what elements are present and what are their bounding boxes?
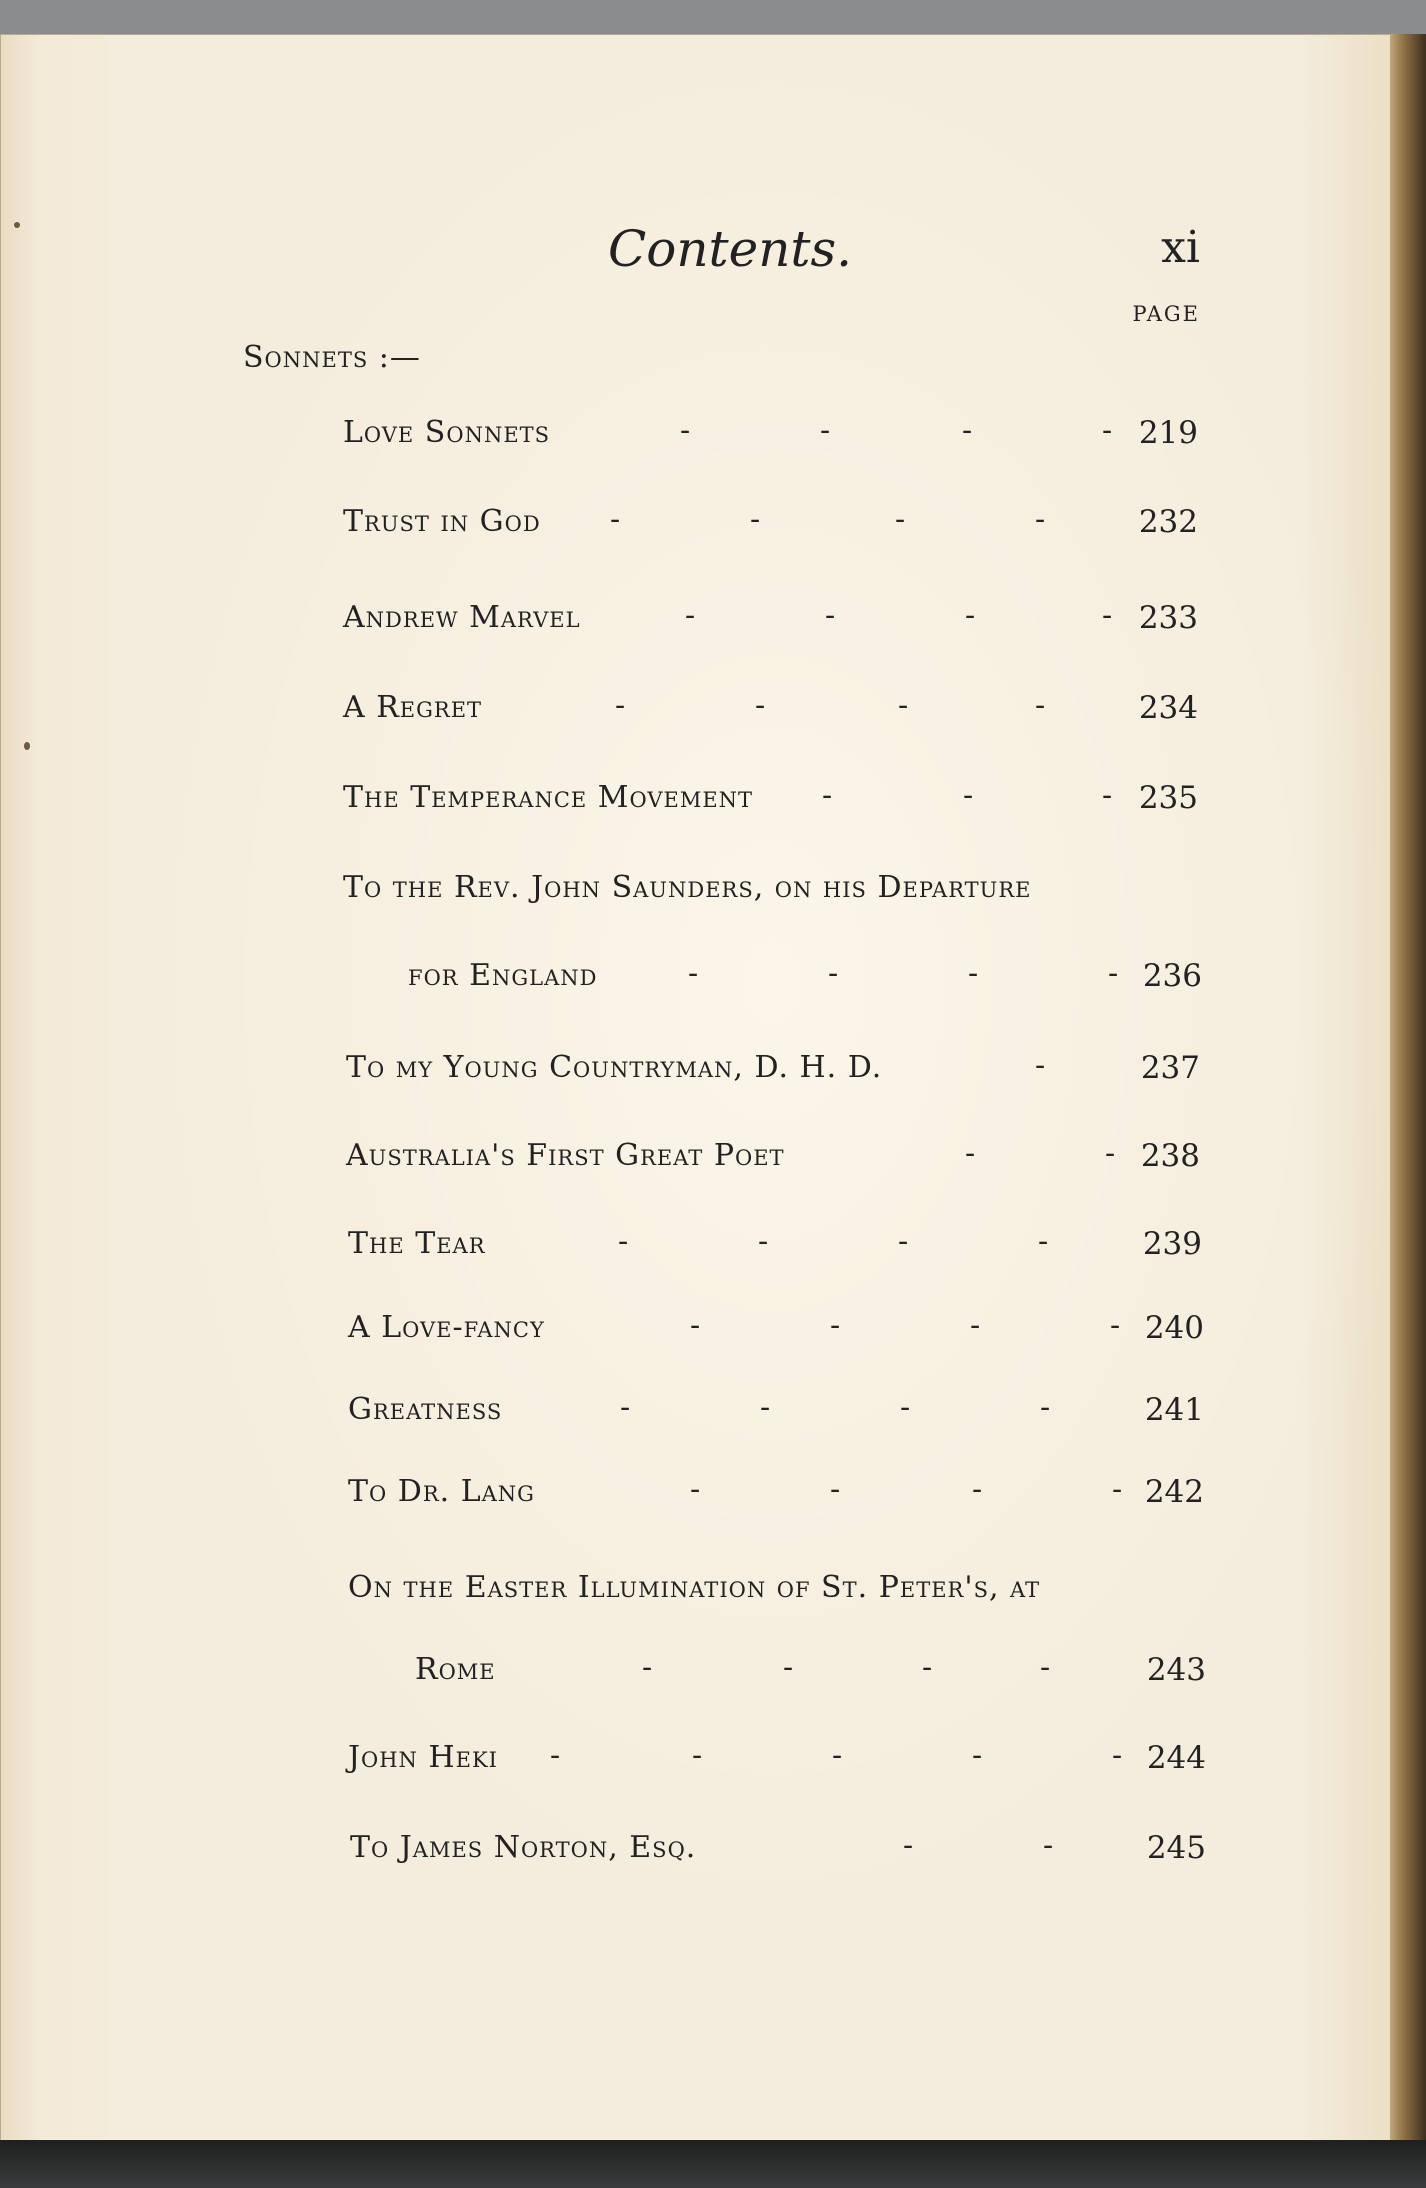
leader-dash: - — [830, 1472, 841, 1507]
entry-page-number: 235 — [1138, 780, 1198, 816]
leader-dash: - — [1105, 1136, 1116, 1171]
leader-dash: - — [1108, 956, 1119, 991]
leader-dash: - — [755, 688, 766, 723]
entry-title: for England — [408, 958, 598, 993]
leader-dash: - — [1038, 1224, 1049, 1259]
toc-entry — [0, 1392, 1426, 1442]
toc-entry — [0, 690, 1426, 740]
running-title: Contents. — [607, 220, 853, 278]
leader-dash: - — [898, 1224, 909, 1259]
leader-dash: - — [828, 956, 839, 991]
leader-dash: - — [615, 688, 626, 723]
toc-entry — [0, 958, 1426, 1008]
entry-page-number: 236 — [1142, 958, 1202, 994]
toc-entry — [0, 870, 1426, 920]
leader-dash: - — [750, 502, 761, 537]
bottom-edge — [0, 2140, 1426, 2188]
toc-entry — [0, 504, 1426, 554]
leader-dash: - — [760, 1390, 771, 1425]
toc-entry — [0, 780, 1426, 830]
leader-dash: - — [965, 1136, 976, 1171]
toc-entry — [0, 1474, 1426, 1524]
toc-entry — [0, 1830, 1426, 1880]
leader-dash: - — [965, 598, 976, 633]
leader-dash: - — [1112, 1472, 1123, 1507]
leader-dash: - — [898, 688, 909, 723]
leader-dash: - — [1040, 1650, 1051, 1685]
leader-dash: - — [1110, 1308, 1121, 1343]
leader-dash: - — [642, 1650, 653, 1685]
leader-dash: - — [1043, 1828, 1054, 1863]
leader-dash: - — [1102, 598, 1113, 633]
leader-dash: - — [830, 1308, 841, 1343]
leader-dash: - — [922, 1650, 933, 1685]
paper-speck — [24, 742, 30, 750]
leader-dash: - — [972, 1472, 983, 1507]
entry-page-number: 237 — [1140, 1050, 1200, 1086]
paper-speck — [14, 222, 20, 228]
toc-entry — [0, 1310, 1426, 1360]
entry-title: The Tear — [348, 1226, 486, 1261]
entry-title: A Love-fancy — [348, 1310, 545, 1345]
leader-dash: - — [962, 413, 973, 448]
entry-title: Rome — [415, 1652, 496, 1687]
toc-entry — [0, 1050, 1426, 1100]
leader-dash: - — [822, 778, 833, 813]
entry-page-number: 241 — [1144, 1392, 1204, 1428]
leader-dash: - — [1102, 413, 1113, 448]
entry-title: Andrew Marvel — [343, 600, 581, 635]
toc-entry — [0, 1740, 1426, 1790]
leader-dash: - — [832, 1738, 843, 1773]
leader-dash: - — [690, 1308, 701, 1343]
leader-dash: - — [970, 1308, 981, 1343]
entry-title: Greatness — [348, 1392, 503, 1427]
entry-page-number: 245 — [1146, 1830, 1206, 1866]
page-column-label: PAGE — [1132, 302, 1200, 326]
entry-page-number: 242 — [1144, 1474, 1204, 1510]
leader-dash: - — [783, 1650, 794, 1685]
entry-title: To the Rev. John Saunders, on his Departure — [343, 870, 1032, 905]
leader-dash: - — [610, 502, 621, 537]
leader-dash: - — [758, 1224, 769, 1259]
entry-page-number: 243 — [1146, 1652, 1206, 1688]
entry-title: To Dr. Lang — [348, 1474, 535, 1509]
entry-title: To my Young Countryman, D. H. D. — [346, 1050, 883, 1085]
entry-page-number: 234 — [1138, 690, 1198, 726]
leader-dash: - — [900, 1390, 911, 1425]
entry-title: On the Easter Illumination of St. Peter's, at — [348, 1570, 1041, 1605]
leader-dash: - — [968, 956, 979, 991]
leader-dash: - — [820, 413, 831, 448]
entry-page-number: 244 — [1146, 1740, 1206, 1776]
leader-dash: - — [688, 956, 699, 991]
toc-entry — [0, 600, 1426, 650]
entry-page-number: 219 — [1138, 415, 1198, 451]
leader-dash: - — [1035, 1048, 1046, 1083]
toc-entry — [0, 1226, 1426, 1276]
toc-entry — [0, 1570, 1426, 1620]
entry-page-number: 232 — [1138, 504, 1198, 540]
entry-title: Trust in God — [343, 504, 541, 539]
entry-page-number: 239 — [1142, 1226, 1202, 1262]
leader-dash: - — [685, 598, 696, 633]
toc-entry — [0, 1652, 1426, 1702]
leader-dash: - — [618, 1224, 629, 1259]
entry-title: Australia's First Great Poet — [346, 1138, 785, 1173]
leader-dash: - — [690, 1472, 701, 1507]
leader-dash: - — [1102, 778, 1113, 813]
entry-page-number: 240 — [1144, 1310, 1204, 1346]
leader-dash: - — [1040, 1390, 1051, 1425]
toc-entry — [0, 415, 1426, 465]
entry-title: To James Norton, Esq. — [350, 1830, 697, 1865]
leader-dash: - — [1035, 502, 1046, 537]
toc-entry — [0, 1138, 1426, 1188]
leader-dash: - — [550, 1738, 561, 1773]
leader-dash: - — [903, 1828, 914, 1863]
entry-title: The Temperance Movement — [343, 780, 754, 815]
leader-dash: - — [1112, 1738, 1123, 1773]
entry-title: A Regret — [343, 690, 483, 725]
entry-page-number: 238 — [1140, 1138, 1200, 1174]
entry-page-number: 233 — [1138, 600, 1198, 636]
leader-dash: - — [895, 502, 906, 537]
leader-dash: - — [620, 1390, 631, 1425]
section-heading: Sonnets :— — [243, 340, 421, 375]
leader-dash: - — [1035, 688, 1046, 723]
entry-title: Love Sonnets — [343, 415, 551, 450]
entry-title: John Heki — [348, 1740, 498, 1775]
leader-dash: - — [692, 1738, 703, 1773]
leader-dash: - — [963, 778, 974, 813]
page-number: xi — [1161, 222, 1200, 273]
leader-dash: - — [825, 598, 836, 633]
leader-dash: - — [680, 413, 691, 448]
leader-dash: - — [972, 1738, 983, 1773]
